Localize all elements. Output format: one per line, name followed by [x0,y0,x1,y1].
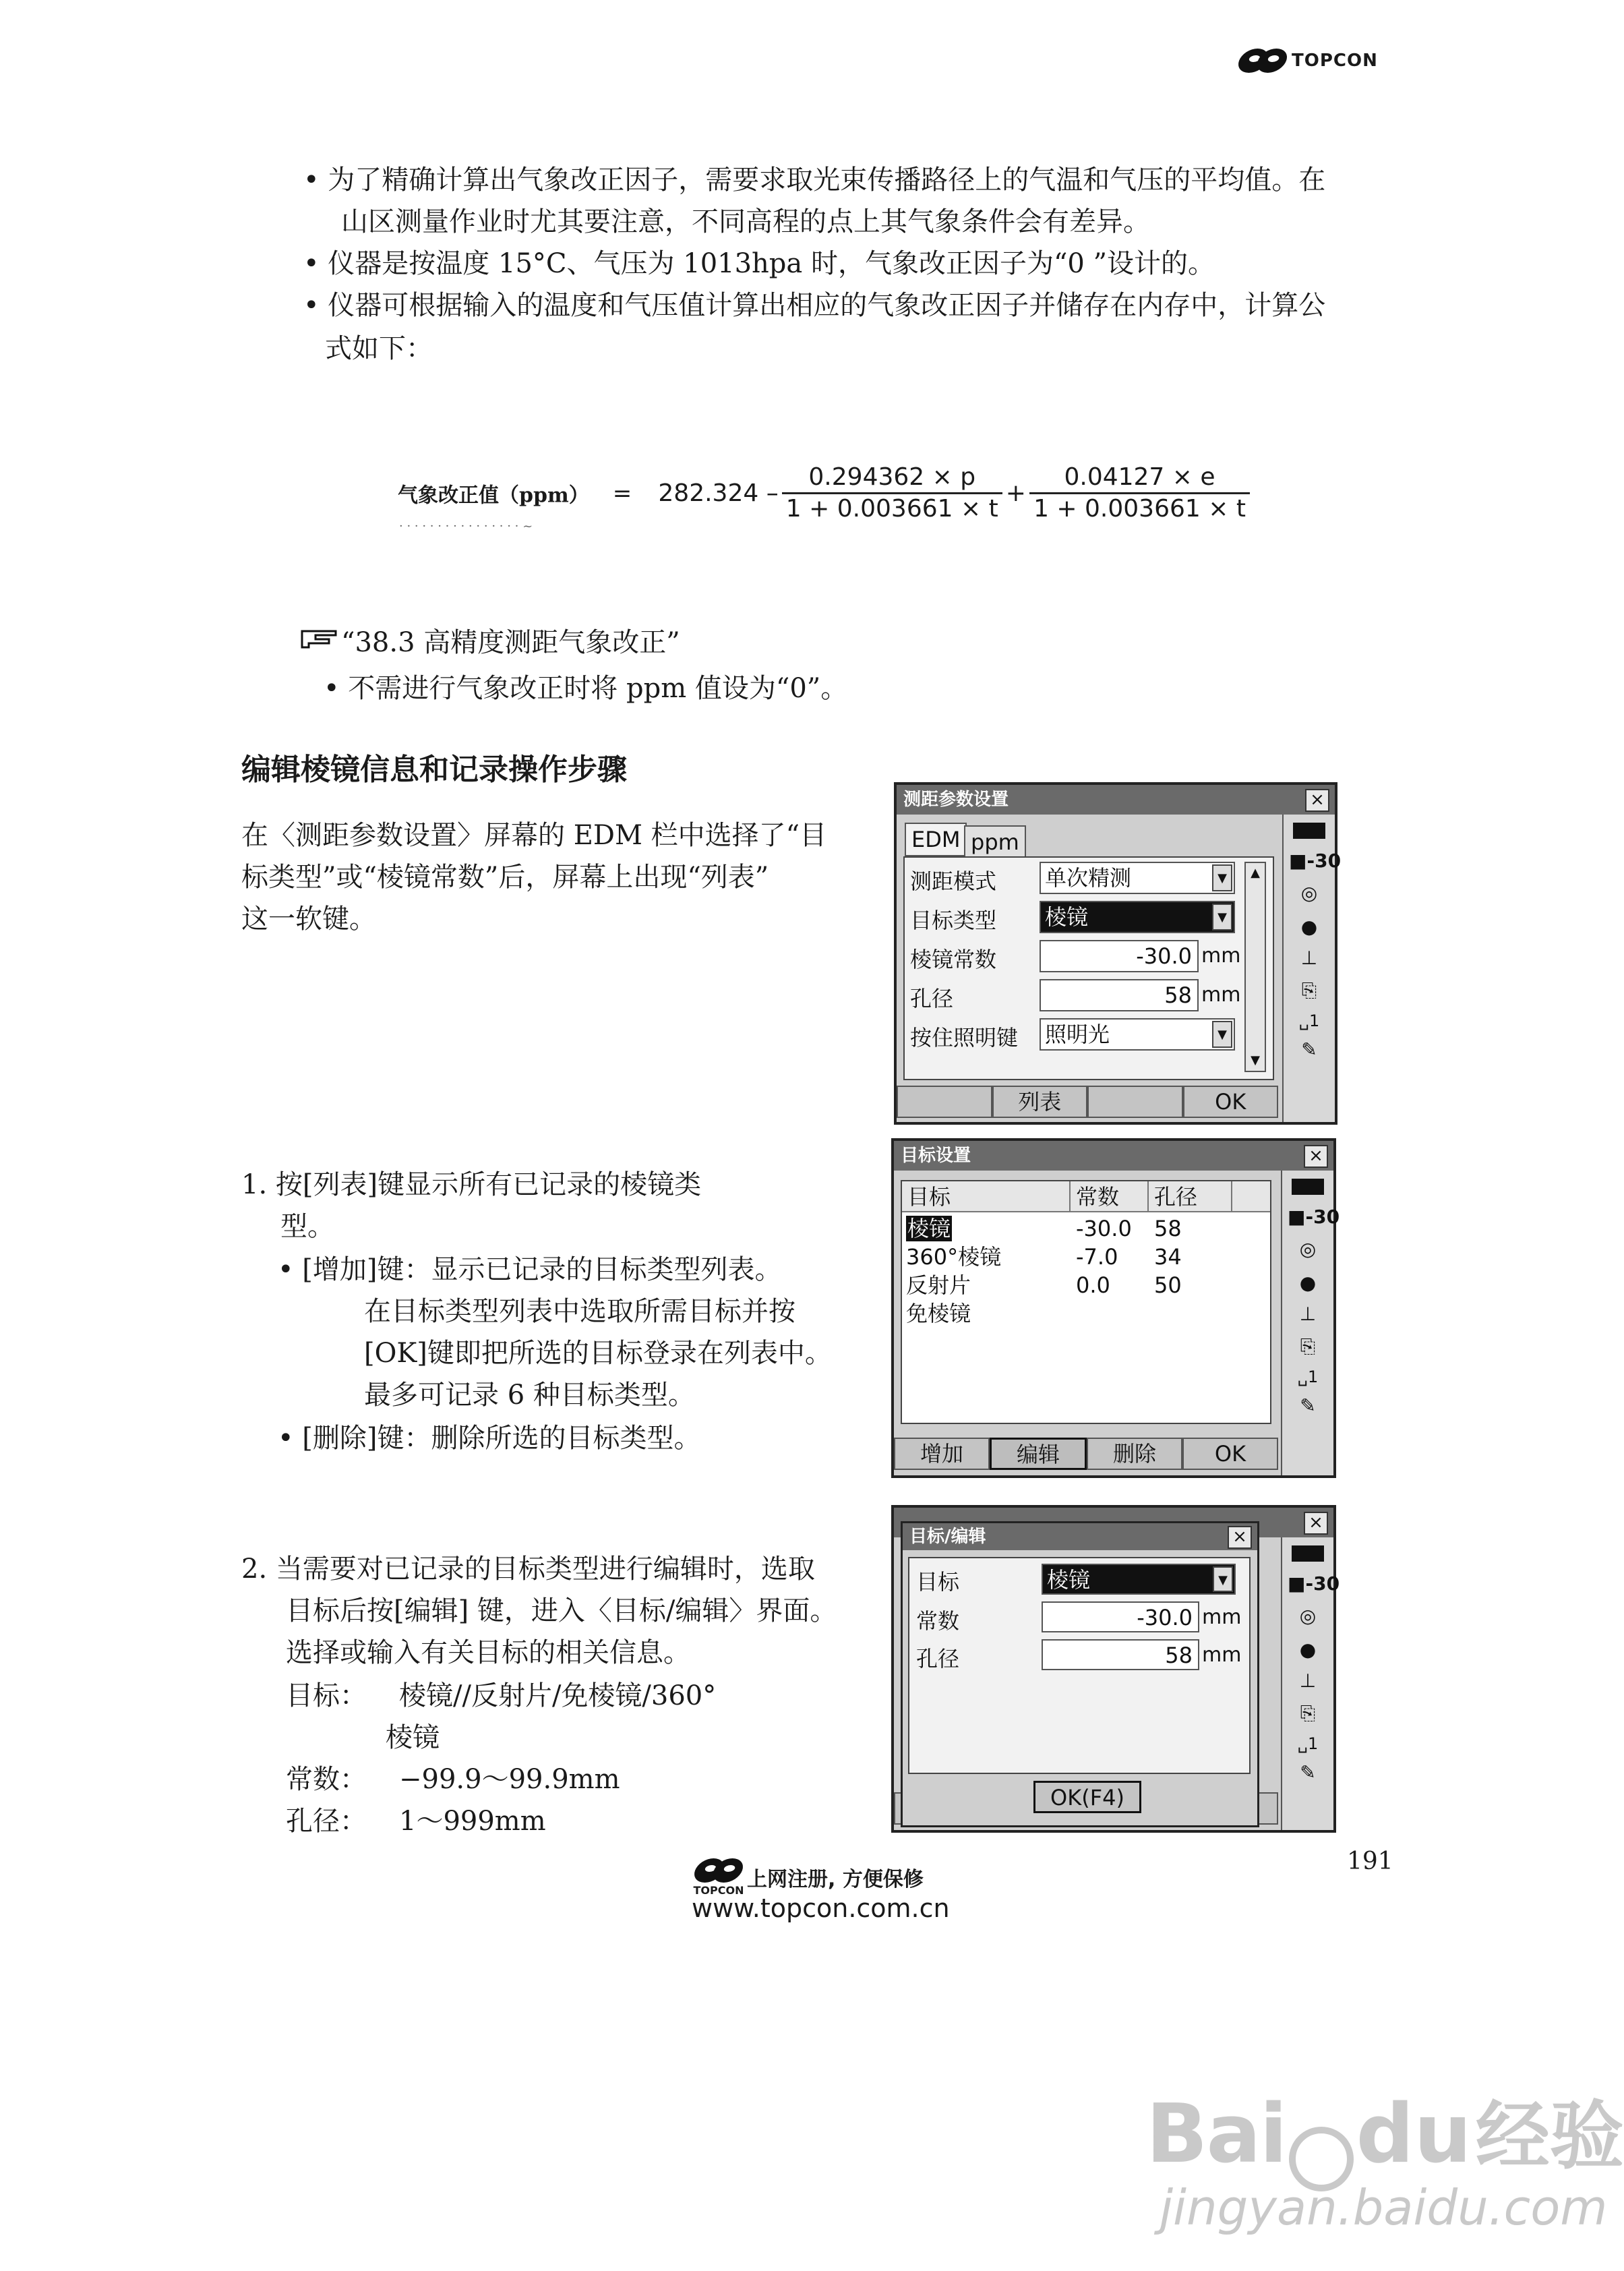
pen-icon: ✎ [1300,1761,1316,1783]
measure-mode-value: 单次精测 [1045,865,1132,891]
reference-note: • 不需进行气象改正时将 ppm 值设为“0”。 [324,673,848,704]
constant-input[interactable]: -30.0 [1042,1601,1199,1632]
target-icon: ◎ [1300,882,1318,904]
section-intro-1: 在〈测距参数设置〉屏幕的 EDM 栏中选择了“目 [241,820,827,851]
table-row[interactable] [906,1272,971,1299]
softkey-3[interactable] [1087,1086,1183,1118]
step1-delete: • [删除]键：删除所选的目标类型。 [278,1423,701,1454]
header-logo [1238,47,1378,74]
target-edit-background-window [891,1505,1340,1833]
formula-frac-1 [782,463,1002,524]
pen-icon: ✎ [1300,1394,1316,1417]
col-header-target[interactable]: 目标 [902,1181,1071,1212]
prism-constant-indicator: -30 [1305,1572,1340,1595]
frac2-denominator: 1 + 0.003661 × t [1033,495,1246,523]
target-icon: ◎ [1299,1605,1317,1627]
bullet-3-line1: • 仪器可根据输入的温度和气压值计算出相应的气象改正因子并储存在内存中，计算公 [303,290,1326,321]
section-intro-3: 这一软键。 [241,904,376,935]
chevron-down-icon[interactable]: ▼ [1212,864,1232,891]
row-constant: -7.0 [1076,1244,1118,1270]
label-constant: 常数 [916,1608,960,1634]
bullet-1-line2: 山区测量作业时尤其要注意，不同高程的点上其气象条件会有差异。 [341,206,1150,237]
watermark-cn: 经验 [1475,2093,1624,2179]
aperture-unit: mm [1201,983,1241,1007]
topcon-logo-icon [694,1857,744,1884]
label-aperture: 孔径 [910,986,954,1011]
prism-constant-icon: ■-30 [1288,1206,1340,1228]
footer-brand: TOPCON [693,1884,744,1897]
step1-add-3: [OK]键即把所选的目标登录在列表中。 [364,1338,832,1369]
prism-constant-unit: mm [1201,944,1241,968]
col-header-filler [1232,1181,1270,1212]
edm-settings-window [894,782,1342,1125]
target-edit-title [903,1523,1257,1550]
col-header-aperture[interactable]: 孔径 [1149,1181,1232,1212]
measure-mode-select[interactable] [1040,862,1235,894]
laser-icon: ● [1299,1639,1317,1661]
pointing-hand-icon [299,626,338,653]
close-button[interactable]: × [1304,1145,1328,1168]
footer-slogan: 上网注册, 方便保修 [747,1868,924,1891]
watermark-brand: Bai [1146,2088,1286,2181]
edm-form-pane [903,856,1274,1080]
watermark-url: jingyan.baidu.com [1160,2179,1608,2236]
target-settings-window [891,1138,1340,1478]
row-target: 免棱镜 [906,1301,971,1326]
ok-button[interactable]: OK [1182,1438,1278,1470]
list-button[interactable]: 列表 [992,1086,1088,1118]
section-intro-2: 标类型”或“棱镜常数”后，屏幕上出现“列表” [241,862,769,893]
window-title: 目标设置 [901,1146,971,1166]
aperture-input[interactable]: 58 [1042,1639,1199,1670]
scroll-down-icon[interactable]: ▼ [1251,1053,1260,1067]
col-header-constant[interactable]: 常数 [1071,1181,1149,1212]
step1-line2: 型。 [280,1211,334,1242]
scroll-up-icon[interactable]: ▲ [1251,866,1260,880]
target-type-value: 棱镜 [1045,904,1089,930]
step2-const-value: −99.9～99.9mm [399,1764,620,1795]
step2-aperture-label: 孔径： [286,1806,367,1837]
formula [398,463,1250,524]
baidu-watermark [1146,2077,1624,2191]
formula-plus: + [1005,479,1026,507]
status-sidebar [1281,1537,1340,1830]
close-button[interactable]: × [1228,1526,1252,1549]
formula-eq: = [612,479,632,507]
aperture-unit: mm [1202,1643,1242,1667]
instrument-icon: ⎘ [1300,1702,1316,1724]
target-edit-dialog [901,1521,1259,1827]
step2-line1: 2. 当需要对已记录的目标类型进行编辑时，选取 [241,1554,815,1585]
reference-text: “38.3 高精度测距气象改正” [341,627,680,658]
scrollbar[interactable] [1244,862,1266,1072]
label-target: 目标 [916,1569,960,1595]
table-row[interactable] [906,1300,971,1327]
target-value: 棱镜 [1047,1567,1091,1593]
input-mode-icon: ␣1 [1298,1011,1320,1030]
prism-constant-indicator: -30 [1305,1206,1340,1228]
input-mode-icon: ␣1 [1297,1734,1319,1753]
close-button[interactable]: × [1305,789,1329,812]
row-constant: 0.0 [1076,1272,1110,1298]
step2-target-label: 目标： [286,1680,367,1711]
status-sidebar [1281,1171,1340,1475]
battery-icon [1288,1544,1328,1566]
step2-line2: 目标后按[编辑] 键，进入〈目标/编辑〉界面。 [286,1595,837,1626]
table-row[interactable] [906,1215,952,1242]
row-aperture: 50 [1154,1272,1182,1298]
aperture-input[interactable]: 58 [1040,979,1199,1011]
prism-constant-icon: ■-30 [1289,850,1342,872]
target-select[interactable] [1042,1564,1236,1595]
add-button[interactable]: 增加 [894,1438,990,1470]
laser-icon: ● [1300,916,1318,938]
step1-line1: 1. 按[列表]键显示所有已记录的棱镜类 [241,1169,702,1200]
label-aperture: 孔径 [916,1646,960,1672]
frac2-numerator: 0.04127 × e [1029,463,1250,494]
label-measure-mode: 测距模式 [910,868,997,894]
row-aperture: 58 [1154,1216,1182,1241]
prism-constant-input[interactable]: -30.0 [1040,940,1199,972]
label-target-type: 目标类型 [910,908,997,933]
instrument-icon: ⎘ [1300,1335,1316,1357]
ok-f4-button[interactable]: OK(F4) [1033,1781,1141,1813]
prism-constant-indicator: -30 [1306,850,1342,872]
step2-target-value: 棱镜//反射片/免棱镜/360° [399,1680,717,1711]
window-title: 目标/编辑 [909,1527,986,1547]
formula-frac-2 [1029,463,1250,524]
topcon-logo-icon [1238,47,1288,74]
step2-line3: 选择或输入有关目标的相关信息。 [286,1637,690,1668]
chevron-down-icon[interactable]: ▼ [1212,1021,1232,1048]
frac1-numerator: 0.294362 × p [782,463,1002,494]
bullet-3-line2: 式如下： [325,333,433,364]
bullet-1-line1: • 为了精确计算出气象改正因子，需要求取光束传播路径上的气温和气压的平均值。在 [303,165,1326,196]
step1-add-1: • [增加]键：显示已记录的目标类型列表。 [278,1254,782,1285]
row-target: 棱镜 [907,1216,951,1241]
input-mode-icon: ␣1 [1297,1367,1319,1386]
row-target: 360°棱镜 [906,1244,1002,1270]
illumination-select[interactable] [1040,1018,1235,1051]
edit-button[interactable]: 编辑 [990,1438,1087,1470]
formula-label: 气象改正值（ppm） [398,483,589,508]
instrument-icon: ⎘ [1301,979,1317,1001]
target-list [901,1180,1271,1424]
table-row[interactable] [906,1243,1001,1270]
watermark-brand-2: du [1356,2088,1472,2181]
step2-aperture-value: 1～999mm [399,1806,546,1837]
battery-icon [1288,1177,1328,1200]
softkey-bar [897,1086,1278,1118]
target-edit-form [908,1557,1251,1774]
frac1-denominator: 1 + 0.003661 × t [785,495,998,523]
battery-icon [1289,821,1329,844]
row-aperture: 34 [1154,1244,1182,1270]
label-prism-constant: 棱镜常数 [910,947,997,972]
tilt-icon: ⊥ [1299,1670,1317,1692]
tab-ppm[interactable]: ppm [964,825,1026,859]
bullet-2: • 仪器是按温度 15°C、气压为 1013hpa 时，气象改正因子为“0 ”设计的。 [303,248,1215,279]
close-button[interactable]: × [1304,1512,1328,1535]
window-title: 测距参数设置 [903,790,1009,810]
section-heading: 编辑棱镜信息和记录操作步骤 [241,753,627,787]
row-constant: -30.0 [1076,1216,1132,1241]
pen-icon: ✎ [1301,1038,1317,1061]
step1-add-2: 在目标类型列表中选取所需目标并按 [364,1296,795,1327]
footer-logo [692,1857,746,1897]
illumination-value: 照明光 [1045,1022,1110,1047]
tab-edm[interactable]: EDM [905,823,967,856]
delete-button[interactable]: 删除 [1087,1438,1182,1470]
softkey-1[interactable] [897,1086,992,1118]
status-sidebar [1282,815,1342,1122]
softkey-bar [894,1438,1278,1470]
target-icon: ◎ [1299,1238,1317,1260]
edm-settings-title [897,785,1335,815]
formula-const: 282.324 – [658,479,779,507]
prism-constant-icon: ■-30 [1288,1572,1340,1595]
laser-icon: ● [1299,1272,1317,1294]
tilt-icon: ⊥ [1299,1303,1317,1325]
header-brand: TOPCON [1292,51,1378,71]
label-illumination-key: 按住照明键 [910,1025,1019,1051]
footer-url[interactable]: www.topcon.com.cn [692,1893,950,1923]
formula-dots: · · · · · · · · · · · · · · · · ~ [399,519,533,533]
page-number: 191 [1347,1848,1393,1875]
target-settings-title [894,1141,1333,1171]
step1-add-4: 最多可记录 6 种目标类型。 [364,1380,695,1411]
step2-const-label: 常数： [286,1764,367,1795]
chevron-down-icon[interactable]: ▼ [1212,904,1232,931]
chevron-down-icon[interactable]: ▼ [1213,1566,1233,1592]
row-target: 反射片 [906,1272,971,1298]
target-type-select[interactable] [1040,901,1235,933]
ok-button[interactable]: OK [1183,1086,1279,1118]
tilt-icon: ⊥ [1300,947,1318,969]
constant-unit: mm [1202,1605,1242,1629]
step2-target-value2: 棱镜 [386,1722,440,1753]
